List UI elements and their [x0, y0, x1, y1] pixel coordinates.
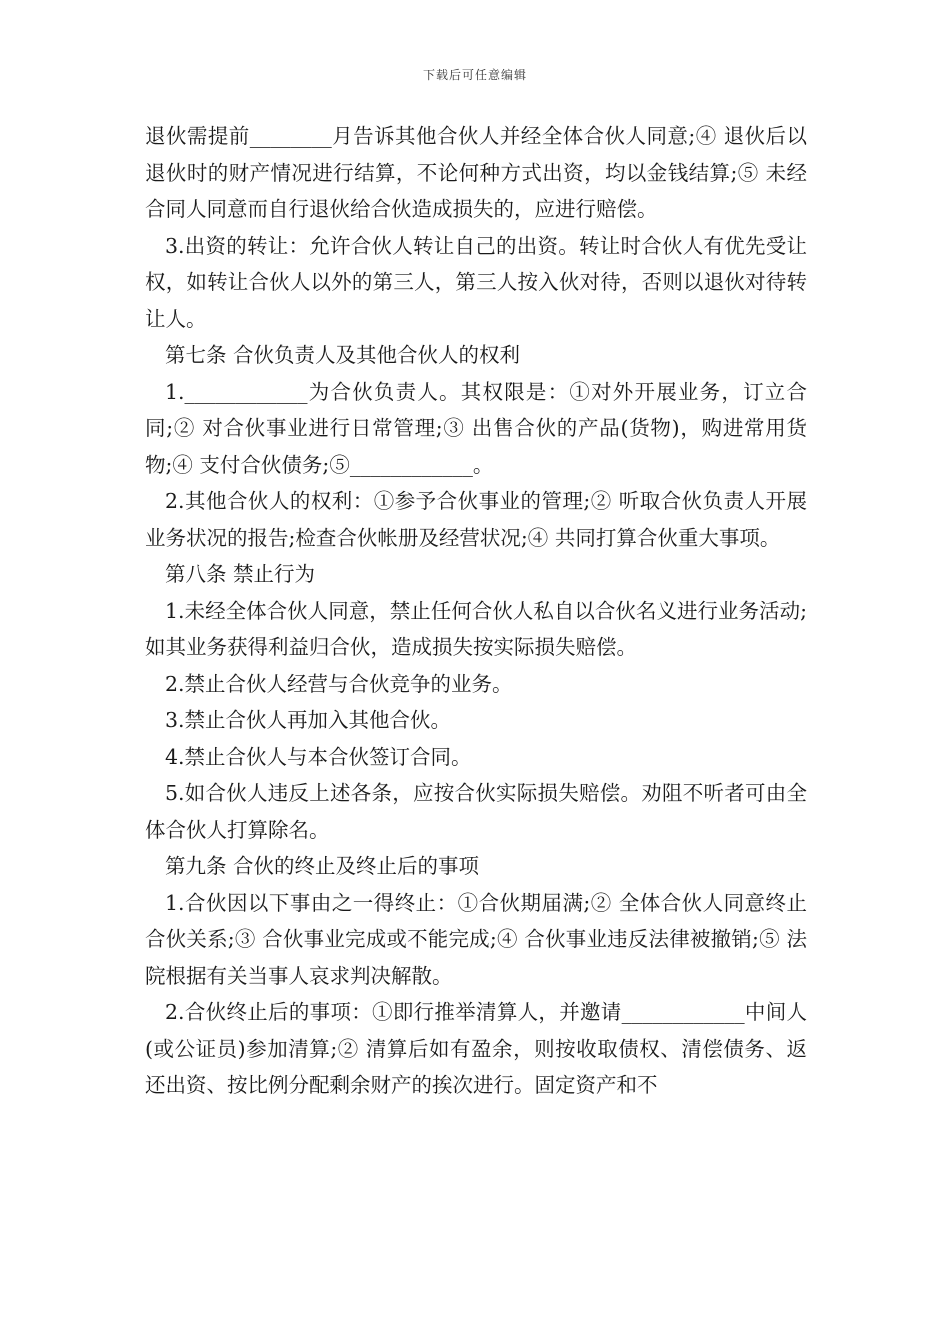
paragraph-prohibition-1: 1.未经全体合伙人同意，禁止任何合伙人私自以合伙名义进行业务活动;如其业务获得利益归合伙，造成损失按实际损失赔偿。	[145, 598, 807, 659]
page-header: 下载后可任意编辑	[422, 68, 527, 82]
article-9-heading: 第九条 合伙的终止及终止后的事项	[165, 854, 480, 878]
paragraph-termination-causes: 1.合伙因以下事由之一得终止：①合伙期届满;② 全体合伙人同意终止合伙关系;③ 合伙事业完成或不能完成;④ 合伙事业违反法律被撤销;⑤ 法院根据有关当事人哀求判决解散。	[145, 890, 807, 988]
paragraph-prohibition-2: 2.禁止合伙人经营与合伙竞争的业务。	[165, 671, 513, 696]
paragraph-withdrawal-continued: 退伙需提前________月告诉其他合伙人并经全体合伙人同意;④ 退伙后以退伙时的财产情况进行结算，不论何种方式出资，均以金钱结算;⑤ 未经合同人同意而自行退伙给合伙造成损失的，应进行赔偿。	[145, 124, 807, 221]
paragraph-prohibition-4: 4.禁止合伙人与本合伙签订合同。	[165, 744, 472, 769]
paragraph-prohibition-3: 3.禁止合伙人再加入其他合伙。	[165, 708, 452, 732]
article-8-heading: 第八条 禁止行为	[165, 562, 316, 586]
paragraph-other-partner-rights: 2.其他合伙人的权利：①参予合伙事业的管理;② 听取合伙负责人开展业务状况的报告;检查合伙帐册及经营状况;④ 共同打算合伙重大事项。	[145, 489, 807, 550]
document-body	[145, 118, 807, 1104]
article-7-heading: 第七条 合伙负责人及其他合伙人的权利	[165, 343, 521, 367]
paragraph-prohibition-5: 5.如合伙人违反上述各条，应按合伙实际损失赔偿。劝阻不听者可由全体合伙人打算除名。	[145, 781, 807, 842]
paragraph-capital-transfer: 3.出资的转让：允许合伙人转让自己的出资。转让时合伙人有优先受让权，如转让合伙人以外的第三人，第三人按入伙对待，否则以退伙对待转让人。	[145, 233, 807, 331]
paragraph-managing-partner: 1.____________为合伙负责人。其权限是：①对外开展业务，订立合同;② 对合伙事业进行日常管理;③ 出售合伙的产品(货物)，购进常用货物;④ 支付合伙债务;⑤____________。	[145, 379, 807, 477]
paragraph-termination-matters: 2.合伙终止后的事项：①即行推举清算人，并邀请____________中间人(或公证员)参加清算;② 清算后如有盈余，则按收取债权、清偿债务、返还出资、按比例分配剩余财产的挨次进行。固定资产和不	[145, 1000, 807, 1097]
